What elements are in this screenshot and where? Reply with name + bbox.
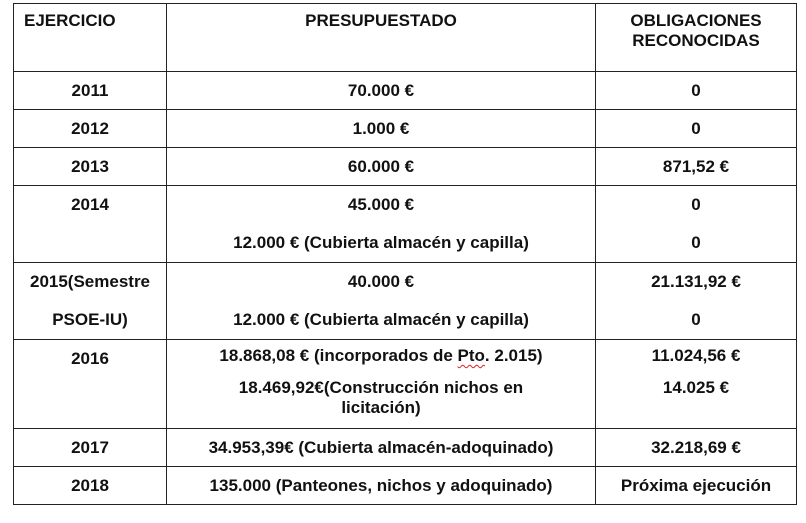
table-row-2017 (14, 429, 797, 467)
budget-line: 12.000 € (Cubierta almacén y capilla) (233, 310, 529, 329)
table-row-2013 (14, 148, 797, 186)
header-obligaciones-line1: OBLIGACIONES (630, 11, 762, 30)
budget-line (167, 346, 595, 378)
year-cell (14, 263, 167, 340)
obligations-cell (596, 186, 797, 263)
year-cell: 2012 (14, 110, 167, 148)
header-ejercicio: EJERCICIO (14, 4, 167, 72)
year-cell: 2011 (14, 72, 167, 110)
budget-cell: 34.953,39€ (Cubierta almacén-adoquinado) (167, 429, 596, 467)
obligations-cell (596, 263, 797, 340)
budget-text: . 2.015) (484, 346, 543, 365)
table-header-row (14, 4, 797, 72)
year-cell: 2013 (14, 148, 167, 186)
budget-line: 12.000 € (Cubierta almacén y capilla) (233, 233, 529, 252)
year-cell: 2016 (14, 340, 167, 429)
obligations-cell: 32.218,69 € (596, 429, 797, 467)
budget-line: 18.469,92€(Construcción nichos en (238, 378, 524, 397)
year-line: 2015(Semestre (29, 272, 151, 291)
obligations-line: 14.025 € (662, 378, 730, 397)
table-row-2016 (14, 340, 797, 429)
budget-cell (167, 263, 596, 340)
obligations-cell: 0 (596, 72, 797, 110)
table-row-2018 (14, 467, 797, 505)
obligations-line: 0 (691, 233, 701, 252)
header-obligaciones-line2: RECONOCIDAS (632, 31, 760, 50)
budget-table (13, 3, 797, 505)
budget-cell (167, 340, 596, 429)
budget-line: 45.000 € (347, 195, 415, 214)
budget-text-pto: Pto (457, 346, 485, 365)
header-obligaciones (596, 4, 797, 72)
year-cell: 2018 (14, 467, 167, 505)
obligations-line: 0 (691, 195, 701, 214)
budget-cell: 70.000 € (167, 72, 596, 110)
obligations-cell: 0 (596, 110, 797, 148)
budget-cell (167, 186, 596, 263)
table-row-2015 (14, 263, 797, 340)
obligations-cell (596, 340, 797, 429)
budget-cell: 135.000 (Panteones, nichos y adoquinado) (167, 467, 596, 505)
header-presupuestado: PRESUPUESTADO (167, 4, 596, 72)
obligations-line: 21.131,92 € (651, 272, 741, 291)
table-row-2014 (14, 186, 797, 263)
obligations-line: 11.024,56 € (651, 346, 741, 365)
year-cell: 2017 (14, 429, 167, 467)
year-cell: 2014 (14, 186, 167, 263)
table-row-2012 (14, 110, 797, 148)
budget-line: 40.000 € (347, 272, 415, 291)
obligations-cell: Próxima ejecución (596, 467, 797, 505)
budget-line: licitación) (341, 398, 421, 417)
obligations-line: 0 (691, 310, 701, 329)
budget-text: 18.868,08 € (incorporados de (219, 346, 458, 365)
budget-cell: 1.000 € (167, 110, 596, 148)
obligations-cell: 871,52 € (596, 148, 797, 186)
table-row-2011 (14, 72, 797, 110)
budget-cell: 60.000 € (167, 148, 596, 186)
year-line: PSOE-IU) (52, 310, 128, 329)
